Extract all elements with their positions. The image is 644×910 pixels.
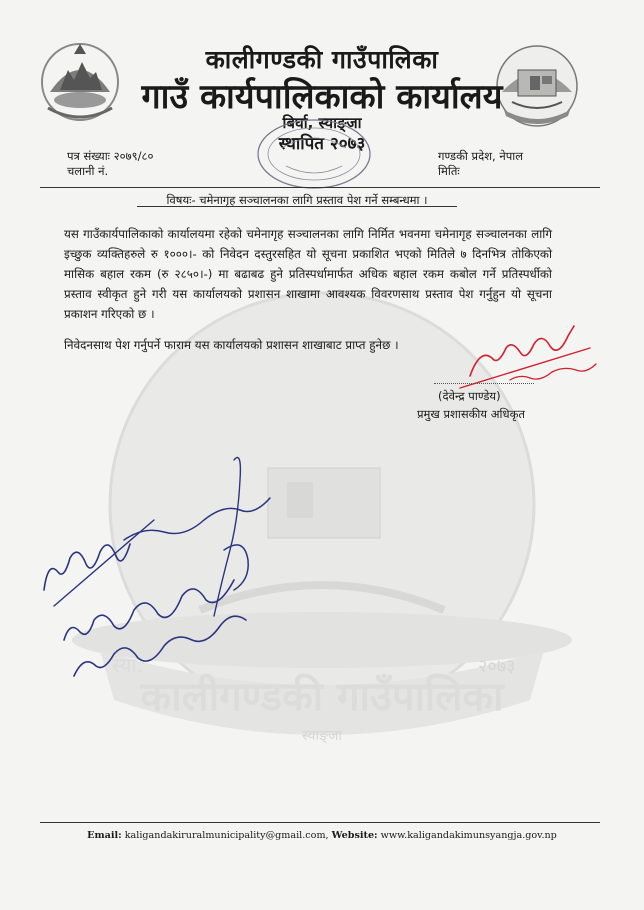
signature-line: [434, 383, 534, 384]
footer-contact: [0, 830, 644, 841]
subject-underline: [137, 206, 457, 207]
province-label: गण्डकी प्रदेश, नेपाल: [438, 149, 524, 163]
office-title: गाउँ कार्यपालिकाको कार्यालय: [141, 77, 503, 117]
subject-line: विषयः- चमेनागृह सञ्चालनका लागि प्रस्ताव पेश गर्ने सम्बन्धमा ।: [166, 193, 428, 207]
email-address[interactable]: kaligandakiruralmunicipality@gmail.com,: [124, 830, 329, 841]
watermark-district: स्याङ्जा: [301, 728, 343, 744]
signatory-title: प्रमुख प्रशासकीय अधिकृत: [417, 407, 525, 421]
dispatch-number: चलानी नं.: [67, 164, 109, 178]
date-label: मितिः: [438, 164, 460, 178]
established-label: स्थापित २०७३: [278, 134, 366, 154]
letter-number: पत्र संख्याः २०७९/८०: [67, 149, 154, 163]
watermark-left-label: स्या.: [112, 653, 143, 677]
watermark-year: २०७३: [478, 656, 516, 677]
signatory-name: (देवेन्द्र पाण्डेय): [438, 389, 501, 403]
website-label: Website:: [331, 830, 378, 841]
header-divider: [40, 187, 600, 188]
location-label: बिर्घा, स्याङ्जा: [282, 114, 362, 132]
handwritten-annotation: [34, 440, 304, 690]
office-seal-stamp: [252, 118, 376, 192]
municipality-title: कालीगण्डकी गाउँपालिका: [205, 45, 439, 74]
signature-red: [440, 318, 610, 398]
notice-body: यस गाउँकार्यपालिकाको कार्यालयमा रहेको चमेनागृह सञ्चालनका लागि निर्मित भवनमा चमेनागृह सञ्चालनका लागि इच्छुक व्यक्तिहरुले रु १०००।- को निवेदन दस्तुरसहित यो सूचना प्रकाशित भएको मितिले ७ दिनभित्र तोकिएको मासिक बहाल रकम (रु २८५०।-) मा बढाबढ हुने प्रतिस्पर्धामार्फत अधिक बहाल रकम कबोल गर्ने प्रतिस्पर्धीको प्रस्ताव स्वीकृत हुने गरी यस कार्यालयको प्रशासन शाखामा आवश्यक विवरणसाथ प्रस्ताव पेश गर्नुहुन यो सूचना प्रकाशन गरिएको छ ।: [64, 227, 552, 321]
footer-divider: [40, 822, 600, 823]
email-label: Email:: [87, 830, 122, 841]
form-note: निवेदनसाथ पेश गर्नुपर्ने फाराम यस कार्यालयको प्रशासन शाखाबाट प्राप्त हुनेछ ।: [64, 338, 399, 352]
watermark-name: कालीगण्डकी गाउँपालिका: [140, 674, 504, 720]
website-link[interactable]: www.kaligandakimunsyangja.gov.np: [380, 830, 557, 841]
